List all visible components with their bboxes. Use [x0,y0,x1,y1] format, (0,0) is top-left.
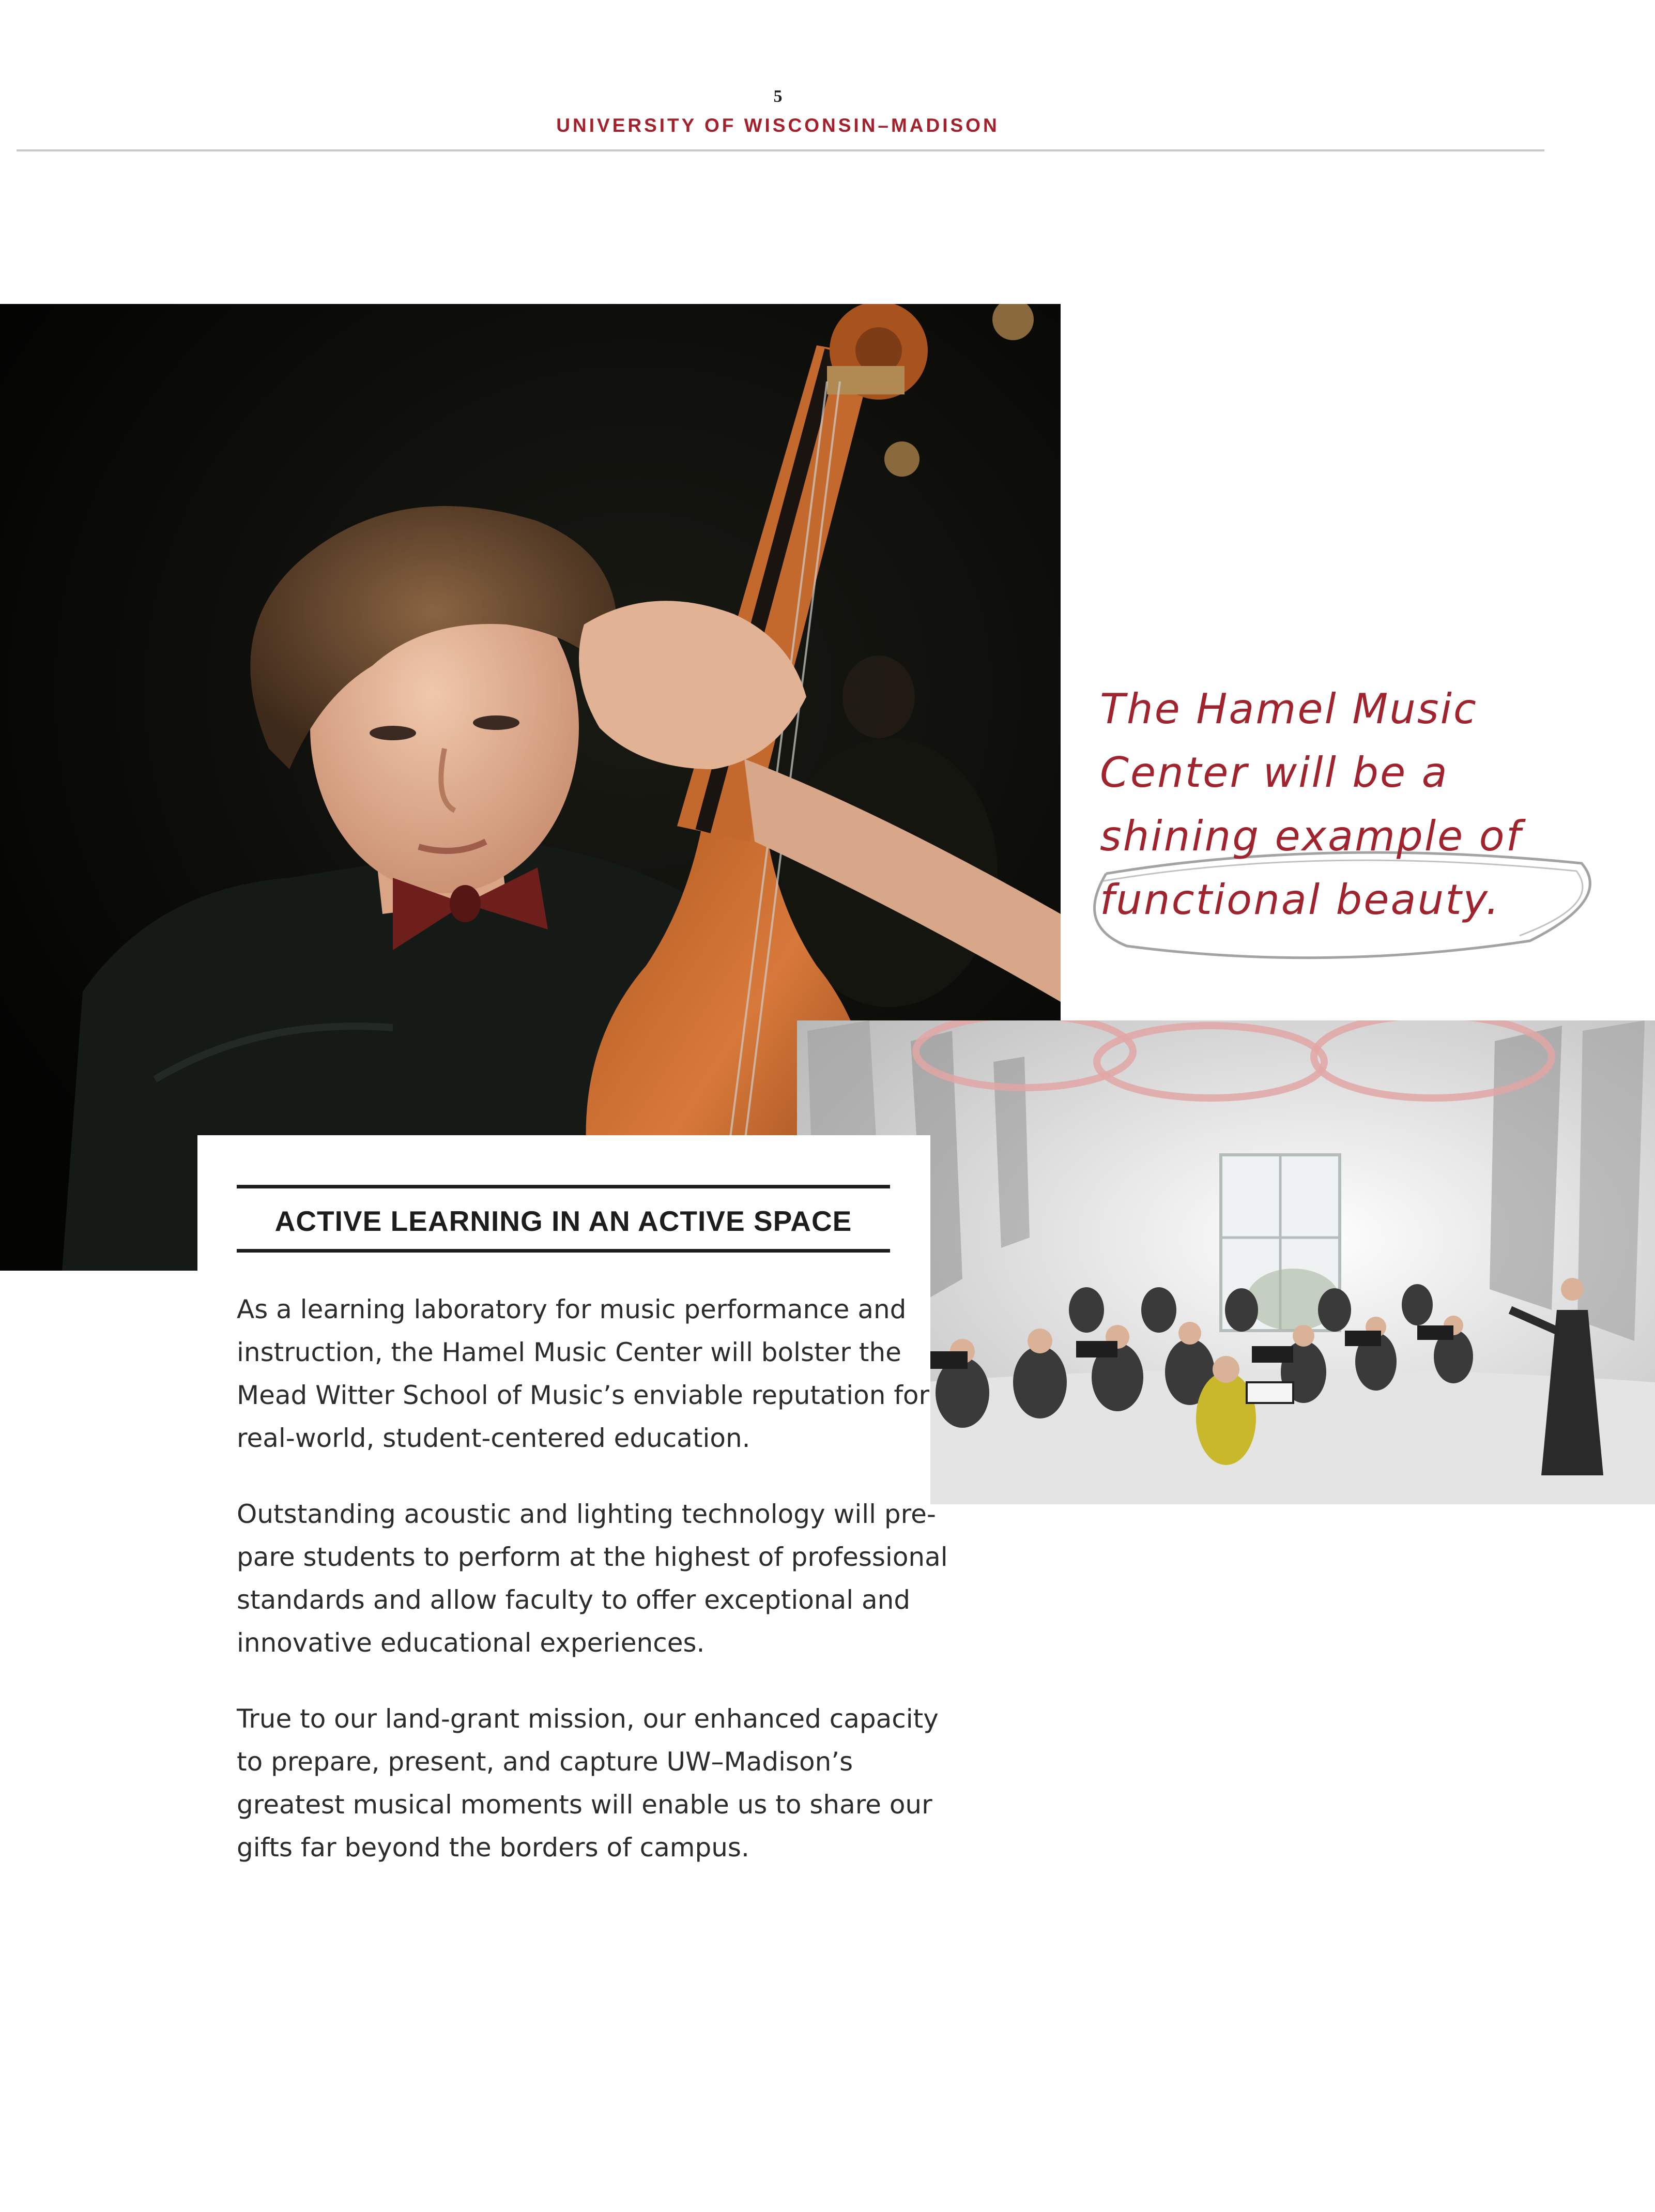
text-panel [197,1135,948,1921]
header-divider [17,149,1544,151]
page-number: 5 [773,87,783,106]
university-title: UNIVERSITY OF WISCONSIN–MADISON [556,115,1000,136]
quote-line: functional beauty. [1100,876,1501,924]
paragraph-line: As a learning laboratory for music performance and [237,1294,907,1324]
body-paragraph [237,1493,948,1665]
paragraph-line: pare students to perform at the highest of professional [237,1542,948,1572]
paragraph-line: real-world, student-centered education. [237,1423,750,1453]
heading-top-rule [237,1185,890,1188]
quote-line: shining example of [1100,812,1522,860]
paragraph-line: True to our land-grant mission, our enhanced capacity [237,1704,939,1734]
section-heading: ACTIVE LEARNING IN AN ACTIVE SPACE [274,1205,852,1237]
heading-bottom-rule [237,1249,890,1253]
body-paragraph [237,1698,939,1869]
paragraph-line: to prepare, present, and capture UW–Madison’s [237,1747,853,1777]
paragraph-line: innovative educational experiences. [237,1628,705,1658]
paragraph-line: gifts far beyond the borders of campus. [237,1833,749,1863]
paragraph-line: standards and allow faculty to offer exceptional and [237,1585,911,1615]
paragraph-line: instruction, the Hamel Music Center will bolster the [237,1337,901,1367]
quote-line: Center will be a [1100,749,1449,797]
paragraph-line: greatest musical moments will enable us to share our [237,1790,932,1820]
paragraph-line: Mead Witter School of Music’s enviable reputation for [237,1380,930,1410]
body-paragraph [237,1288,930,1460]
handwritten-quote [1100,677,1617,932]
quote-line: The Hamel Music [1100,685,1478,733]
paragraph-line: Outstanding acoustic and lighting technology will pre- [237,1499,936,1529]
